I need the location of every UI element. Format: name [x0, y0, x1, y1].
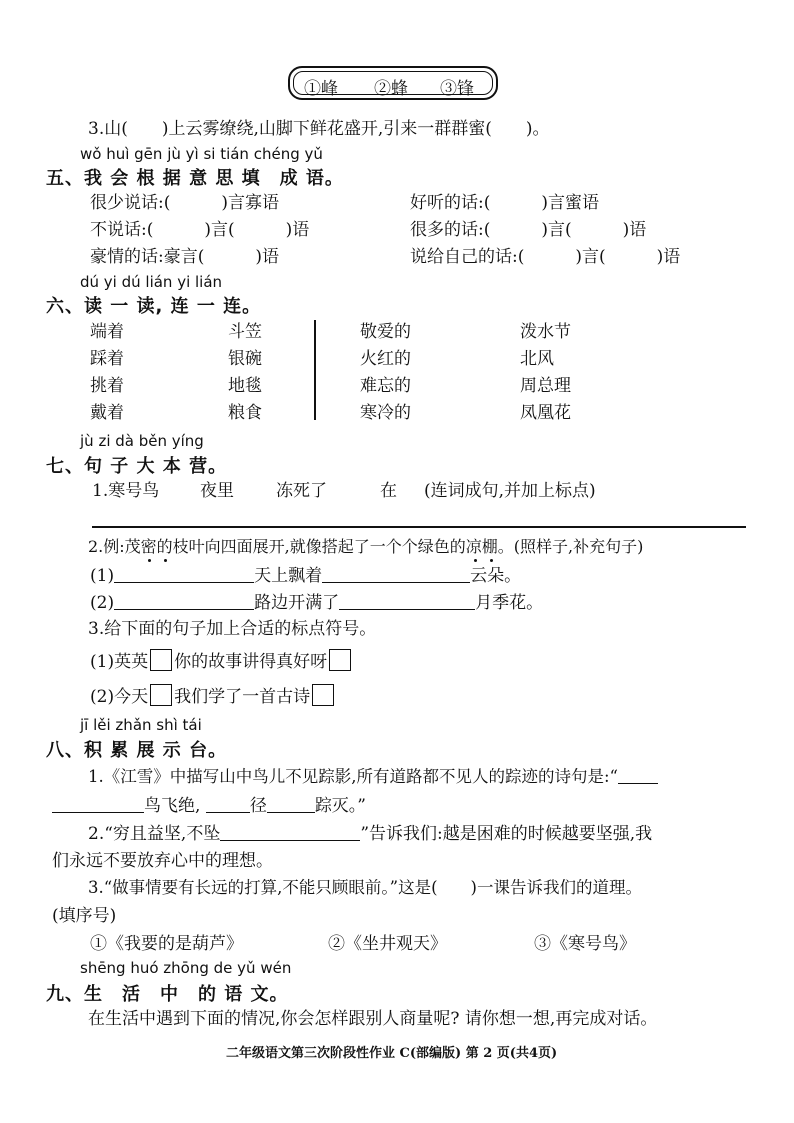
s8-title: 八、积 累 展 示 台。	[46, 740, 228, 761]
s8-q2	[88, 822, 652, 845]
word-choice-box	[288, 66, 498, 100]
sentence-part: 我们学了一首古诗	[174, 687, 311, 707]
divider-line	[314, 320, 316, 420]
match-right-b: 北风	[520, 349, 554, 369]
s7-q3-item1	[90, 649, 353, 673]
match-left-a: 踩着	[90, 349, 124, 369]
item-number: (1)	[90, 566, 115, 586]
emphasis-dot	[490, 559, 493, 562]
s8-q3-note: (填序号)	[52, 906, 117, 926]
item-number: (2)	[90, 593, 115, 613]
s7-title: 七、句 子 大 本 营。	[46, 456, 228, 477]
s8-q2-line2: 们永远不要放弃心中的理想。	[52, 851, 273, 871]
punctuation-box[interactable]	[329, 649, 351, 671]
s7-q2: 2.例:茂密的枝叶向四面展开,就像搭起了一个个绿色的凉棚。(照样子,补充句子)	[88, 537, 644, 556]
s7-q2-item2	[90, 591, 543, 614]
match-right-b: 周总理	[520, 376, 571, 396]
s5-title: 五、我 会 根 据 意 思 填 成 语。	[46, 168, 344, 189]
sentence-part: (2)今天	[90, 687, 149, 707]
blank-line[interactable]	[618, 765, 658, 784]
s8-option: ②《坐井观天》	[328, 934, 447, 954]
s9-pinyin: shēng huó zhōng de yǔ wén	[80, 959, 292, 977]
blank-line[interactable]	[114, 591, 254, 610]
word-option-2: ②蜂	[374, 79, 408, 99]
page-footer: 二年级语文第三次阶段性作业 C(部编版) 第 2 页(共4页)	[226, 1046, 558, 1061]
s6-title: 六、读 一 读, 连 一 连。	[46, 296, 262, 317]
sentence-part: 月季花。	[475, 593, 544, 613]
emphasis-dot	[164, 559, 167, 562]
blank-line[interactable]	[206, 794, 250, 813]
emphasis-dot	[474, 559, 477, 562]
sentence-part: (1)英英	[90, 652, 149, 672]
s8-q1	[88, 765, 658, 788]
punctuation-box[interactable]	[150, 649, 172, 671]
question-3-fill: 3.山( )上云雾缭绕,山脚下鲜花盛开,引来一群群蜜( )。	[88, 119, 550, 139]
match-right-a: 火红的	[360, 349, 411, 369]
emphasis-dot	[148, 559, 151, 562]
s7-q1-word: 冻死了	[276, 481, 327, 501]
match-right-b: 泼水节	[520, 322, 571, 342]
match-right-a: 敬爱的	[360, 322, 411, 342]
match-right-a: 寒冷的	[360, 403, 411, 423]
match-right-b: 凤凰花	[520, 403, 571, 423]
word-option-1: ①峰	[304, 79, 338, 99]
s7-q1-word: 在	[380, 481, 397, 501]
s7-q1-label: 1.寒号鸟	[92, 481, 160, 501]
s5-pinyin: wǒ huì gēn jù yì si tián chéng yǔ	[80, 145, 323, 163]
match-left-b: 银碗	[228, 349, 262, 369]
sentence-part: 路边开满了	[254, 593, 340, 613]
punctuation-box[interactable]	[312, 684, 334, 706]
match-left-a: 端着	[90, 322, 124, 342]
s5-item: 好听的话:( )言蜜语	[410, 193, 599, 213]
poem-part: 踪灭。”	[314, 796, 367, 816]
match-left-b: 斗笠	[228, 322, 262, 342]
s6-pinyin: dú yi dú lián yi lián	[80, 273, 223, 291]
s8-option: ③《寒号鸟》	[534, 934, 636, 954]
s8-q1-line2	[52, 794, 366, 817]
blank-line[interactable]	[220, 822, 360, 841]
blank-line[interactable]	[267, 794, 315, 813]
s7-q3-item2	[90, 684, 336, 708]
sentence-part: 天上飘着	[254, 566, 323, 586]
s5-item: 很少说话:( )言寡语	[90, 193, 279, 213]
blank-line[interactable]	[114, 564, 254, 583]
question-text: ”告诉我们:越是困难的时候越要坚强,我	[360, 824, 653, 844]
s7-q1-note: (连词成句,并加上标点)	[424, 481, 596, 501]
question-text: 2.“穷且益坚,不坠	[88, 824, 221, 844]
s7-q3: 3.给下面的句子加上合适的标点符号。	[88, 619, 377, 639]
match-left-b: 粮食	[228, 403, 262, 423]
s8-option: ①《我要的是葫芦》	[90, 934, 243, 954]
blank-line[interactable]	[339, 591, 475, 610]
s7-q1-word: 夜里	[200, 481, 234, 501]
sentence-part: 云朵。	[470, 566, 522, 586]
blank-line[interactable]	[52, 794, 144, 813]
match-left-a: 戴着	[90, 403, 124, 423]
s9-title: 九、生 活 中 的 语 文。	[46, 984, 289, 1005]
s7-q2-item1	[90, 564, 521, 587]
match-right-a: 难忘的	[360, 376, 411, 396]
sentence-part: 你的故事讲得真好呀	[174, 652, 328, 672]
s5-item: 不说话:( )言( )语	[90, 220, 310, 240]
match-left-a: 挑着	[90, 376, 124, 396]
s7-pinyin: jù zi dà běn yíng	[80, 432, 204, 450]
blank-line[interactable]	[322, 564, 470, 583]
s9-text: 在生活中遇到下面的情况,你会怎样跟别人商量呢? 请你想一想,再完成对话。	[88, 1009, 658, 1029]
s8-pinyin: jī lěi zhǎn shì tái	[80, 716, 202, 734]
poem-part: 径	[249, 796, 267, 816]
s8-q3: 3.“做事情要有长远的打算,不能只顾眼前。”这是( )一课告诉我们的道理。	[88, 878, 642, 897]
s5-item: 很多的话:( )言( )语	[410, 220, 647, 240]
word-option-3: ③锋	[440, 79, 474, 99]
poem-part: 鸟飞绝,	[144, 796, 201, 816]
match-left-b: 地毯	[228, 376, 262, 396]
s5-item: 说给自己的话:( )言( )语	[410, 247, 681, 267]
question-text: 1.《江雪》中描写山中鸟儿不见踪影,所有道路都不见人的踪迹的诗句是:“	[88, 767, 618, 786]
s5-item: 豪情的话:豪言( )语	[90, 247, 279, 267]
answer-line	[92, 526, 746, 528]
punctuation-box[interactable]	[150, 684, 172, 706]
